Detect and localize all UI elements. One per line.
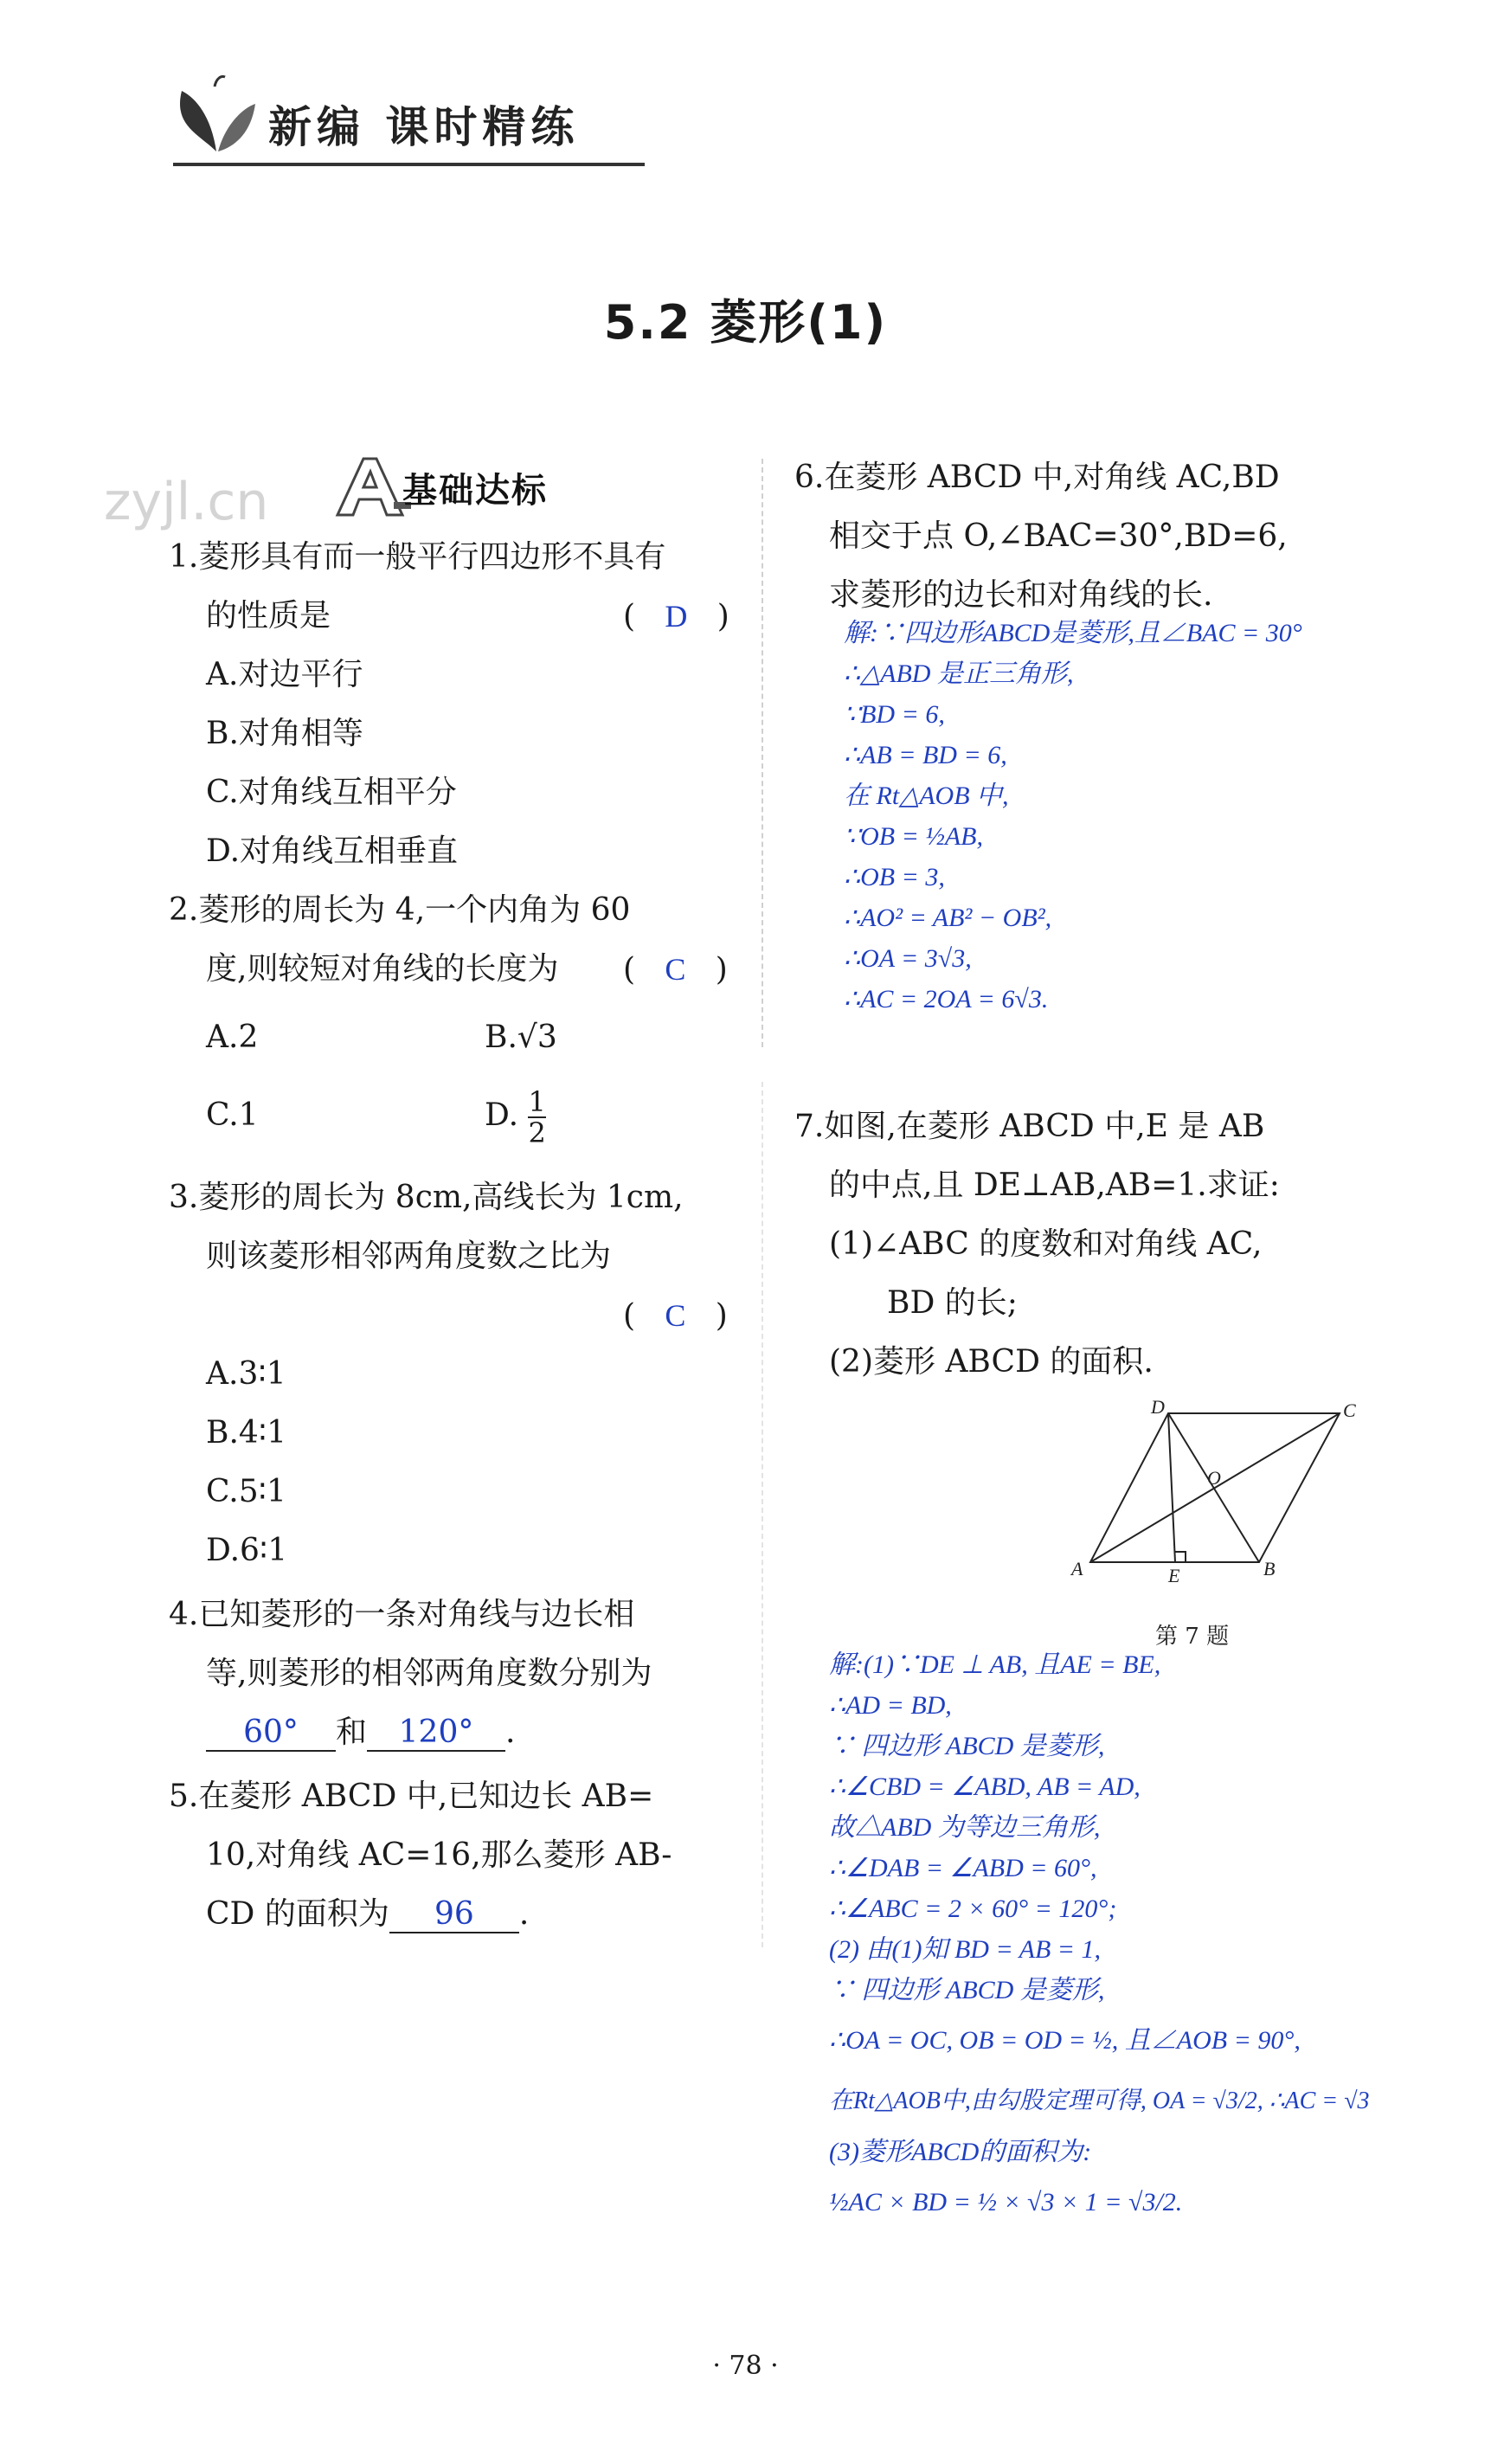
q1-option-d: D.对角线互相垂直 (206, 833, 459, 869)
q7-solution-line: 故△ABD 为等边三角形, (829, 1813, 1101, 1842)
watermark: zyjl.cn (104, 472, 269, 532)
q7-stem-line1: 7.如图,在菱形 ABCD 中,E 是 AB (794, 1109, 1265, 1144)
q6-solution-line: ∴OA = 3√3, (844, 944, 972, 973)
q1-option-b: B.对角相等 (206, 716, 363, 751)
right-angle-mark (1175, 1552, 1186, 1562)
q7-stem-line2: 的中点,且 DE⊥AB,AB=1.求证: (829, 1168, 1280, 1203)
q5-stem-line2: 10,对角线 AC=16,那么菱形 AB- (206, 1837, 672, 1873)
q5-stem-line1: 5.在菱形 ABCD 中,已知边长 AB= (169, 1779, 654, 1814)
altitude-de (1168, 1413, 1175, 1562)
q6-solution-line: ∵OB = ½AB, (844, 822, 983, 851)
q6-stem-line3: 求菱形的边长和对角线的长. (829, 577, 1213, 613)
q3-option-c: C.5∶1 (206, 1474, 286, 1509)
q3-answer: C (665, 1298, 686, 1333)
label-o: O (1207, 1467, 1221, 1489)
q2-option-b: B.√3 (485, 1020, 557, 1055)
q7-stem-line4: BD 的长; (887, 1285, 1018, 1321)
q1-option-c: C.对角线互相平分 (206, 775, 457, 810)
q7-solution-line: ½AC × BD = ½ × √3 × 1 = √3/2. (829, 2188, 1183, 2216)
q7-stem-line3: (1)∠ABC 的度数和对角线 AC, (829, 1226, 1263, 1262)
q7-solution-line: (2) 由(1)知 BD = AB = 1, (829, 1935, 1102, 1964)
q4-stem-line2: 等,则菱形的相邻两角度数分别为 (206, 1656, 652, 1691)
header-brand (164, 74, 649, 156)
q2-option-d (485, 1086, 546, 1148)
q7-solution-line: ∴AD = BD, (829, 1691, 952, 1720)
q4-stem-line1: 4.已知菱形的一条对角线与边长相 (169, 1597, 635, 1632)
page-number: · 78 · (712, 2351, 779, 2381)
q7-solution-line: 解:(1)∵DE ⊥ AB, 且AE = BE, (829, 1650, 1161, 1679)
q1-option-a: A.对边平行 (206, 657, 363, 692)
q6-solution (844, 613, 1302, 1020)
q2-option-d-denominator: 2 (528, 1116, 546, 1149)
q6-solution-line: ∴AO² = AB² − OB², (844, 904, 1052, 932)
q3-answer-paren: ( C ) (623, 1298, 728, 1334)
q6-solution-line: ∴AC = 2OA = 6√3. (844, 985, 1049, 1013)
page-title: 5.2 菱形(1) (603, 295, 888, 350)
q6-solution-line: 解:∵四边形ABCD是菱形,且∠BAC = 30° (844, 619, 1302, 647)
q4-blank-1: 60° (206, 1715, 336, 1752)
q3-option-a: A.3∶1 (206, 1356, 286, 1392)
q4-blank-2: 120° (367, 1715, 505, 1752)
q3-option-b: B.4∶1 (206, 1415, 287, 1451)
q7-solution-line: (3)菱形ABCD的面积为: (829, 2138, 1092, 2166)
q6-solution-line: ∴△ABD 是正三角形, (844, 659, 1074, 688)
q6-solution-line: 在 Rt△AOB 中, (844, 782, 1009, 810)
q2-option-c: C.1 (206, 1097, 259, 1133)
q6-solution-line: ∵BD = 6, (844, 700, 945, 729)
q5-stem-line3 (206, 1885, 529, 1944)
column-divider-lower (762, 1082, 763, 1947)
q7-solution-line: ∴∠DAB = ∠ABD = 60°, (829, 1854, 1097, 1882)
q5-end: . (518, 1896, 530, 1932)
butterfly-logo-icon (164, 74, 260, 156)
q7-figure-caption: 第 7 题 (1155, 1624, 1230, 1650)
q7-solution-line: ∴∠ABC = 2 × 60° = 120°; (829, 1895, 1117, 1923)
q1-stem-line1: 1.菱形具有而一般平行四边形不具有 (169, 539, 666, 575)
q3-stem-line2: 则该菱形相邻两角度数之比为 (206, 1238, 612, 1274)
q6-solution-line: ∴AB = BD = 6, (844, 741, 1007, 769)
q4-end: . (505, 1715, 516, 1750)
q1-answer-paren: ( D ) (623, 599, 729, 634)
q1-stem-line2: 的性质是 (206, 598, 331, 634)
column-divider (762, 459, 763, 1047)
section-badge (333, 454, 575, 519)
label-a: A (1071, 1558, 1083, 1579)
q2-answer: C (665, 952, 686, 987)
q6-stem-line1: 6.在菱形 ABCD 中,对角线 AC,BD (794, 460, 1280, 495)
label-c: C (1343, 1399, 1356, 1421)
q6-solution-line: ∴OB = 3, (844, 863, 945, 891)
q2-option-d-label: D. (485, 1097, 519, 1133)
q7-stem-line5: (2)菱形 ABCD 的面积. (829, 1344, 1154, 1380)
q2-answer-paren: ( C ) (623, 952, 728, 988)
q7-solution-line: ∵ 四边形 ABCD 是菱形, (829, 1976, 1105, 2004)
q5-stem-prefix: CD 的面积为 (206, 1896, 389, 1932)
label-e: E (1168, 1565, 1180, 1584)
brand-title: 新编 课时精练 (268, 102, 580, 152)
q6-stem-line2: 相交于点 O,∠BAC=30°,BD=6, (829, 518, 1288, 554)
q2-option-d-fraction (528, 1087, 545, 1148)
q7-rhombus-figure (1064, 1398, 1367, 1584)
q7-solution (829, 1644, 1370, 2233)
q2-option-a: A.2 (206, 1020, 259, 1055)
q3-stem-line1: 3.菱形的周长为 8cm,高线长为 1cm, (169, 1180, 684, 1215)
q7-solution-line: 在Rt△AOB中,由勾股定理可得, OA = √3/2, ∴AC = √3 (829, 2088, 1370, 2114)
q2-stem-line1: 2.菱形的周长为 4,一个内角为 60 (169, 892, 631, 928)
q5-blank: 96 (389, 1897, 519, 1933)
q1-answer: D (665, 599, 688, 634)
label-b: B (1263, 1558, 1276, 1579)
section-label: 基础达标 (402, 471, 548, 511)
q2-stem-line2: 度,则较短对角线的长度为 (206, 951, 559, 987)
q7-solution-line: ∴OA = OC, OB = OD = ½, 且∠AOB = 90°, (829, 2026, 1301, 2055)
q2-option-d-numerator: 1 (528, 1085, 546, 1118)
q7-solution-line: ∴∠CBD = ∠ABD, AB = AD, (829, 1772, 1141, 1801)
q3-option-d: D.6∶1 (206, 1533, 288, 1568)
header-divider (173, 163, 645, 166)
section-letter-icon (333, 454, 411, 519)
q7-solution-line: ∵ 四边形 ABCD 是菱形, (829, 1732, 1105, 1760)
q4-blanks (206, 1703, 515, 1762)
q4-and: 和 (336, 1715, 368, 1750)
label-d: D (1151, 1398, 1165, 1418)
